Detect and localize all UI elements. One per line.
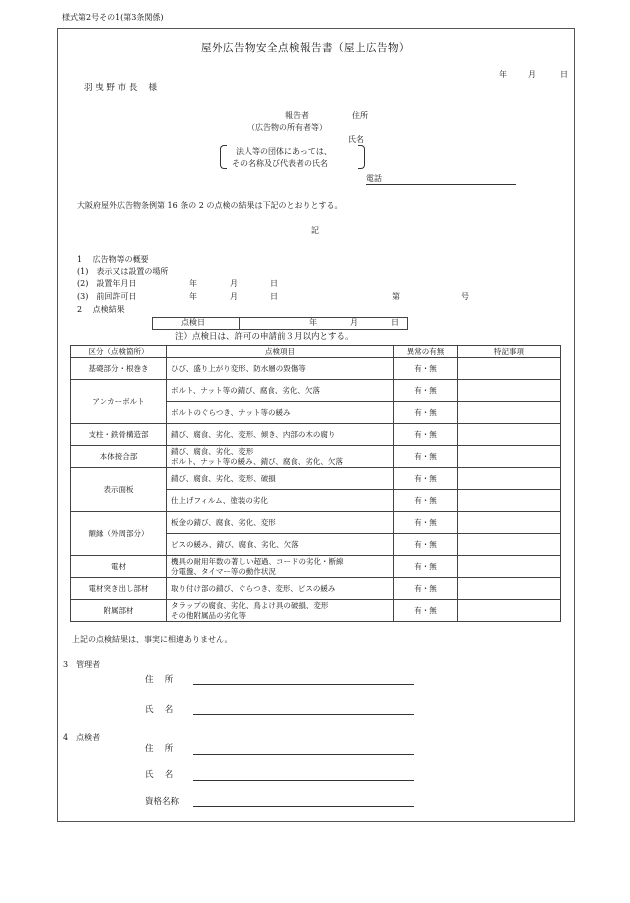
header-category: 区分（点検箇所） — [71, 346, 167, 358]
section4-heading: 4 点検者 — [63, 733, 101, 742]
row-category: 額縁（外周部分） — [71, 512, 167, 556]
yes-no-field[interactable]: 有・無 — [394, 424, 458, 446]
table-row — [71, 578, 561, 600]
table-row — [71, 556, 561, 578]
manager-name-field[interactable] — [193, 714, 414, 715]
row-item — [167, 600, 394, 622]
row-item-line: ボルト、ナット等の緩み、錆び、腐食、劣化、欠落 — [171, 456, 343, 466]
row-category: 支柱・鉄骨構造部 — [71, 424, 167, 446]
section1-item3: (3) 前回許可日 — [77, 292, 137, 301]
header-abnormal: 異常の有無 — [394, 346, 458, 358]
reporter-name-label: 氏名 — [348, 135, 364, 144]
inspection-date-divider — [239, 318, 240, 329]
table-row — [71, 380, 561, 402]
confirm-statement: 上記の点検結果は、事実に相違ありません。 — [72, 635, 233, 644]
table-row — [71, 446, 561, 468]
row-item-line: その他附属品の劣化等 — [171, 610, 246, 620]
row-category: 附属部材 — [71, 600, 167, 622]
yes-no-field[interactable]: 有・無 — [394, 556, 458, 578]
item3-month: 月 — [230, 292, 238, 301]
addressee: 羽 曳 野 市 長 様 — [84, 83, 158, 93]
yes-no-field[interactable]: 有・無 — [394, 534, 458, 556]
remarks-field[interactable] — [458, 424, 561, 446]
row-item: ビスの緩み、錆び、腐食、劣化、欠落 — [167, 534, 394, 556]
form-code: 様式第2号その1(第3条関係) — [62, 13, 164, 22]
yes-no-field[interactable]: 有・無 — [394, 490, 458, 512]
bracket-right — [358, 145, 365, 169]
row-category: 電材 — [71, 556, 167, 578]
remarks-field[interactable] — [458, 468, 561, 490]
row-item: 仕上げフィルム、塗装の劣化 — [167, 490, 394, 512]
row-item: ボルトのぐらつき、ナット等の緩み — [167, 402, 394, 424]
header-remarks: 特記事項 — [458, 346, 561, 358]
remarks-field[interactable] — [458, 534, 561, 556]
section1-item2: (2) 設置年月日 — [77, 279, 137, 288]
row-item-line: 分電盤、タイマー等の動作状況 — [171, 566, 276, 576]
reporter-address-label: 住所 — [352, 111, 368, 120]
section1-item1: (1) 表示又は設置の場所 — [77, 267, 169, 276]
inspection-date-year: 年 — [309, 318, 317, 327]
yes-no-field[interactable]: 有・無 — [394, 380, 458, 402]
table-row — [71, 512, 561, 534]
row-item — [167, 446, 394, 468]
inspector-name-field[interactable] — [193, 780, 414, 781]
item3-day: 日 — [270, 292, 278, 301]
row-item: 錆び、腐食、劣化、変形、傾き、内部の木の腐り — [167, 424, 394, 446]
row-item: 錆び、腐食、劣化、変形、破損 — [167, 468, 394, 490]
table-row — [71, 424, 561, 446]
row-item: ひび、盛り上がり変形、防水層の毀傷等 — [167, 358, 394, 380]
table-header-row — [71, 346, 561, 358]
table-row — [71, 600, 561, 622]
phone-field[interactable] — [366, 184, 516, 185]
yes-no-field[interactable]: 有・無 — [394, 358, 458, 380]
section1-heading: 1 広告物等の概要 — [77, 255, 149, 264]
item2-month: 月 — [230, 279, 238, 288]
row-item: 取り付け部の錆び、ぐらつき、変形、ビスの緩み — [167, 578, 394, 600]
remarks-field[interactable] — [458, 512, 561, 534]
inspector-address-label: 住 所 — [145, 744, 174, 754]
section2-heading: 2 点検結果 — [77, 305, 125, 314]
yes-no-field[interactable]: 有・無 — [394, 600, 458, 622]
permit-dai: 第 — [392, 292, 400, 301]
corp-note-1: 法人等の団体にあっては、 — [236, 147, 332, 156]
inspector-address-field[interactable] — [193, 754, 414, 755]
inspection-table — [70, 345, 561, 622]
page-title: 屋外広告物安全点検報告書（屋上広告物） — [201, 42, 410, 54]
reporter-label: 報告者 — [285, 111, 309, 120]
remarks-field[interactable] — [458, 358, 561, 380]
section3-heading: 3 管理者 — [63, 660, 101, 669]
row-category: アンカーボルト — [71, 380, 167, 424]
row-category: 表示面板 — [71, 468, 167, 512]
row-item: ボルト、ナット等の錆び、腐食、劣化、欠落 — [167, 380, 394, 402]
date-month: 月 — [528, 70, 536, 79]
row-item — [167, 556, 394, 578]
owner-note: （広告物の所有者等） — [247, 123, 327, 132]
row-item-line: 機具の耐用年数の著しい超過、コードの劣化・断線 — [171, 557, 344, 567]
row-item-line: タラップの腐食、劣化、鳥よけ具の破損、変形 — [171, 601, 329, 611]
manager-address-field[interactable] — [193, 684, 414, 685]
inspector-name-label: 氏 名 — [145, 770, 174, 780]
inspection-date-note: 注）点検日は、許可の申請前３月以内とする。 — [175, 332, 354, 342]
inspector-qualification-field[interactable] — [193, 806, 414, 807]
remarks-field[interactable] — [458, 446, 561, 468]
row-item: 板金の錆び、腐食、劣化、変形 — [167, 512, 394, 534]
row-item-line: 錆び、腐食、劣化、変形 — [171, 447, 254, 457]
phone-label: 電話 — [366, 174, 382, 183]
remarks-field[interactable] — [458, 556, 561, 578]
inspector-qualification-label: 資格名称 — [145, 797, 180, 807]
bracket-left — [220, 145, 227, 169]
date-day: 日 — [560, 70, 568, 79]
table-row — [71, 358, 561, 380]
item3-year: 年 — [189, 292, 197, 301]
statement: 大阪府屋外広告物条例第 16 条の 2 の点検の結果は下記のとおりとする。 — [77, 201, 343, 210]
remarks-field[interactable] — [458, 578, 561, 600]
remarks-field[interactable] — [458, 380, 561, 402]
remarks-field[interactable] — [458, 600, 561, 622]
manager-address-label: 住 所 — [145, 675, 174, 685]
yes-no-field[interactable]: 有・無 — [394, 468, 458, 490]
item2-day: 日 — [270, 279, 278, 288]
yes-no-field[interactable]: 有・無 — [394, 512, 458, 534]
remarks-field[interactable] — [458, 402, 561, 424]
row-category: 本体接合部 — [71, 446, 167, 468]
yes-no-field[interactable]: 有・無 — [394, 402, 458, 424]
inspection-date-month: 月 — [350, 318, 358, 327]
ki-label: 記 — [311, 226, 319, 235]
inspection-date-day: 日 — [391, 318, 399, 327]
corp-note-2: その名称及び代表者の氏名 — [232, 159, 328, 168]
header-item: 点検項目 — [167, 346, 394, 358]
item2-year: 年 — [189, 279, 197, 288]
row-category: 電材突き出し部材 — [71, 578, 167, 600]
yes-no-field[interactable]: 有・無 — [394, 446, 458, 468]
yes-no-field[interactable]: 有・無 — [394, 578, 458, 600]
manager-name-label: 氏 名 — [145, 705, 174, 715]
table-row — [71, 468, 561, 490]
date-year: 年 — [499, 70, 507, 79]
remarks-field[interactable] — [458, 490, 561, 512]
permit-go: 号 — [461, 292, 469, 301]
inspection-date-label: 点検日 — [181, 318, 205, 327]
row-category: 基礎部分・根巻き — [71, 358, 167, 380]
